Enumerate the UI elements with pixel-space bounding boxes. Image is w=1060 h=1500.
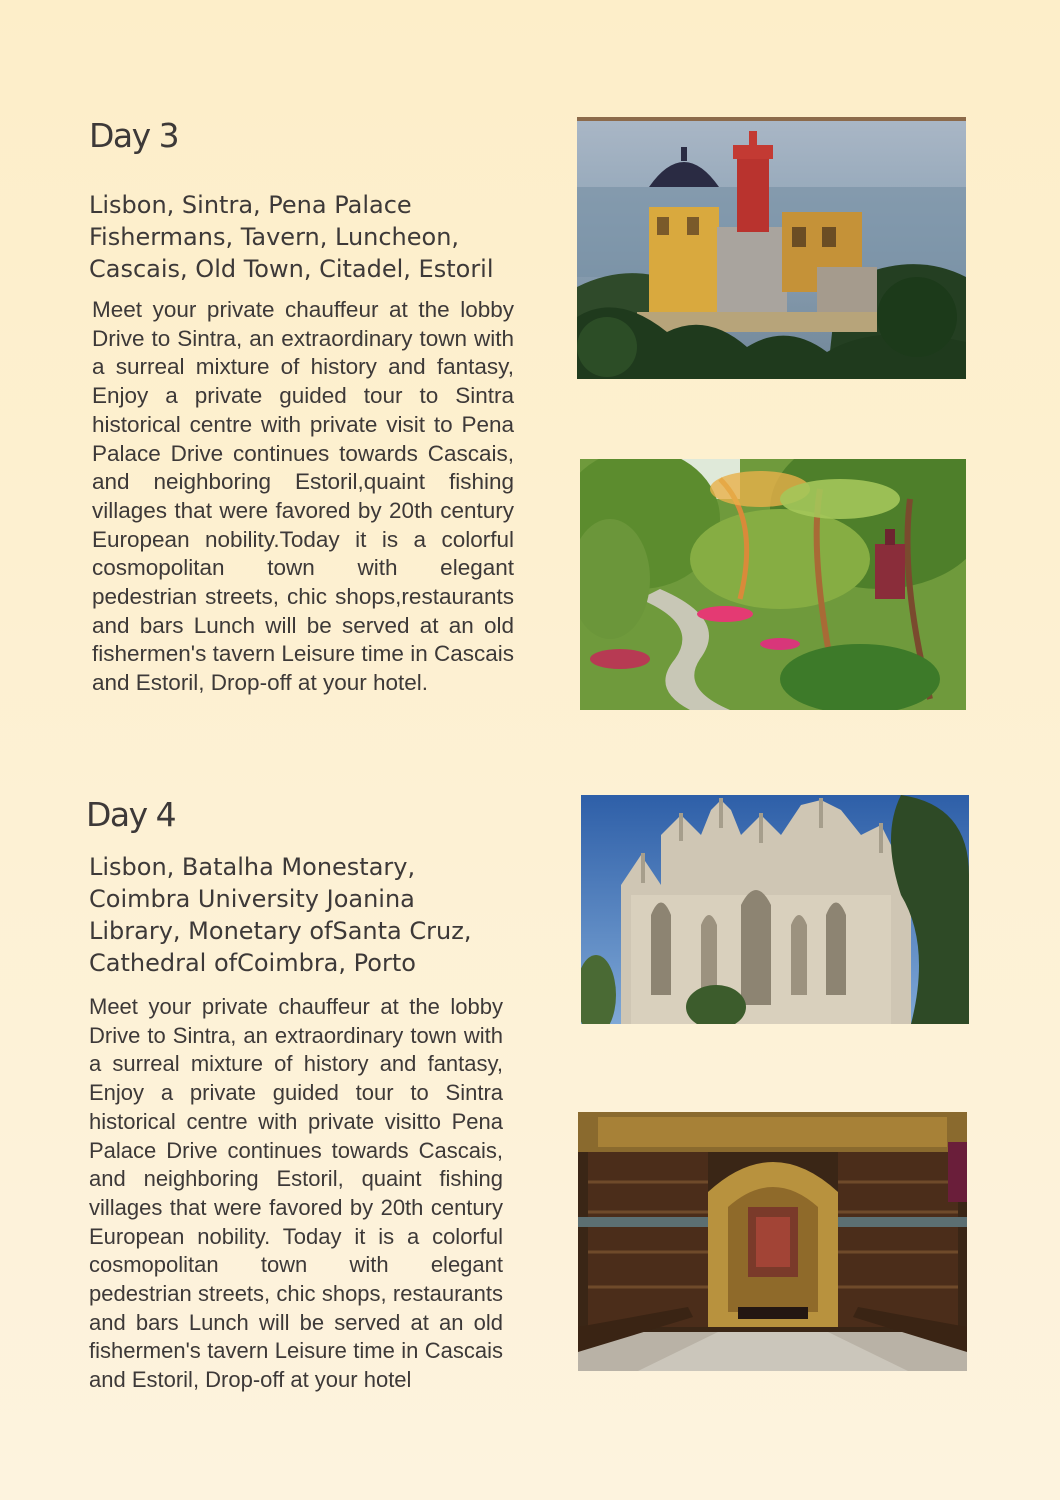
sintra-garden-photo: [580, 459, 966, 710]
day-4-subtitle-line: Library, Monetary ofSanta Cruz,: [89, 917, 472, 945]
joanina-library-photo: [578, 1112, 967, 1371]
day-3-description: Meet your private chauffeur at the lobby Drive to Sintra, an extraordinary town with a surreal mixture of history and fantasy, Enjoy a private guided tour to Sintra historical centre with private visit to Pena Palace Drive continues towards Cascais, and neighboring Estoril,quaint fishing villages that were favored by 20th century European nobility.Today it is a colorful cosmopolitan town with elegant pedestrian streets, chic shops,restaurants and bars Lunch will be served at an old fishermen's tavern Leisure time in Cascais and Estoril, Drop-off at your hotel.: [92, 297, 514, 696]
day-3-subtitle: [89, 189, 494, 285]
day-4-subtitle: [89, 851, 471, 979]
day-3-title: Day 3: [89, 116, 179, 155]
pena-palace-photo: [577, 117, 966, 379]
day-3-subtitle-line: Cascais, Old Town, Citadel, Estoril: [89, 255, 494, 283]
day-4-description: Meet your private chauffeur at the lobby Drive to Sintra, an extraordinary town with a surreal mixture of history and fantasy, Enjoy a private guided tour to Sintra historical centre with private visitto Pena Palace Drive continues towards Cascais, and neighboring Estoril, quaint fishing villages that were favored by 20th century European nobility. Today it is a colorful cosmopolitan town with elegant pedestrian streets, chic shops, restaurants and bars Lunch will be served at an old fishermen's tavern Leisure time in Cascais and Estoril, Drop-off at your hotel: [89, 994, 503, 1393]
day-3-subtitle-line: Lisbon, Sintra, Pena Palace: [89, 191, 412, 219]
day-4-title: Day 4: [86, 795, 176, 834]
batalha-monastery-photo: [581, 795, 969, 1024]
day-4-subtitle-line: Lisbon, Batalha Monestary,: [89, 853, 416, 881]
day-4-subtitle-line: Coimbra University Joanina: [89, 885, 415, 913]
day-4-subtitle-line: Cathedral ofCoimbra, Porto: [89, 949, 416, 977]
day-3-subtitle-line: Fishermans, Tavern, Luncheon,: [89, 223, 460, 251]
